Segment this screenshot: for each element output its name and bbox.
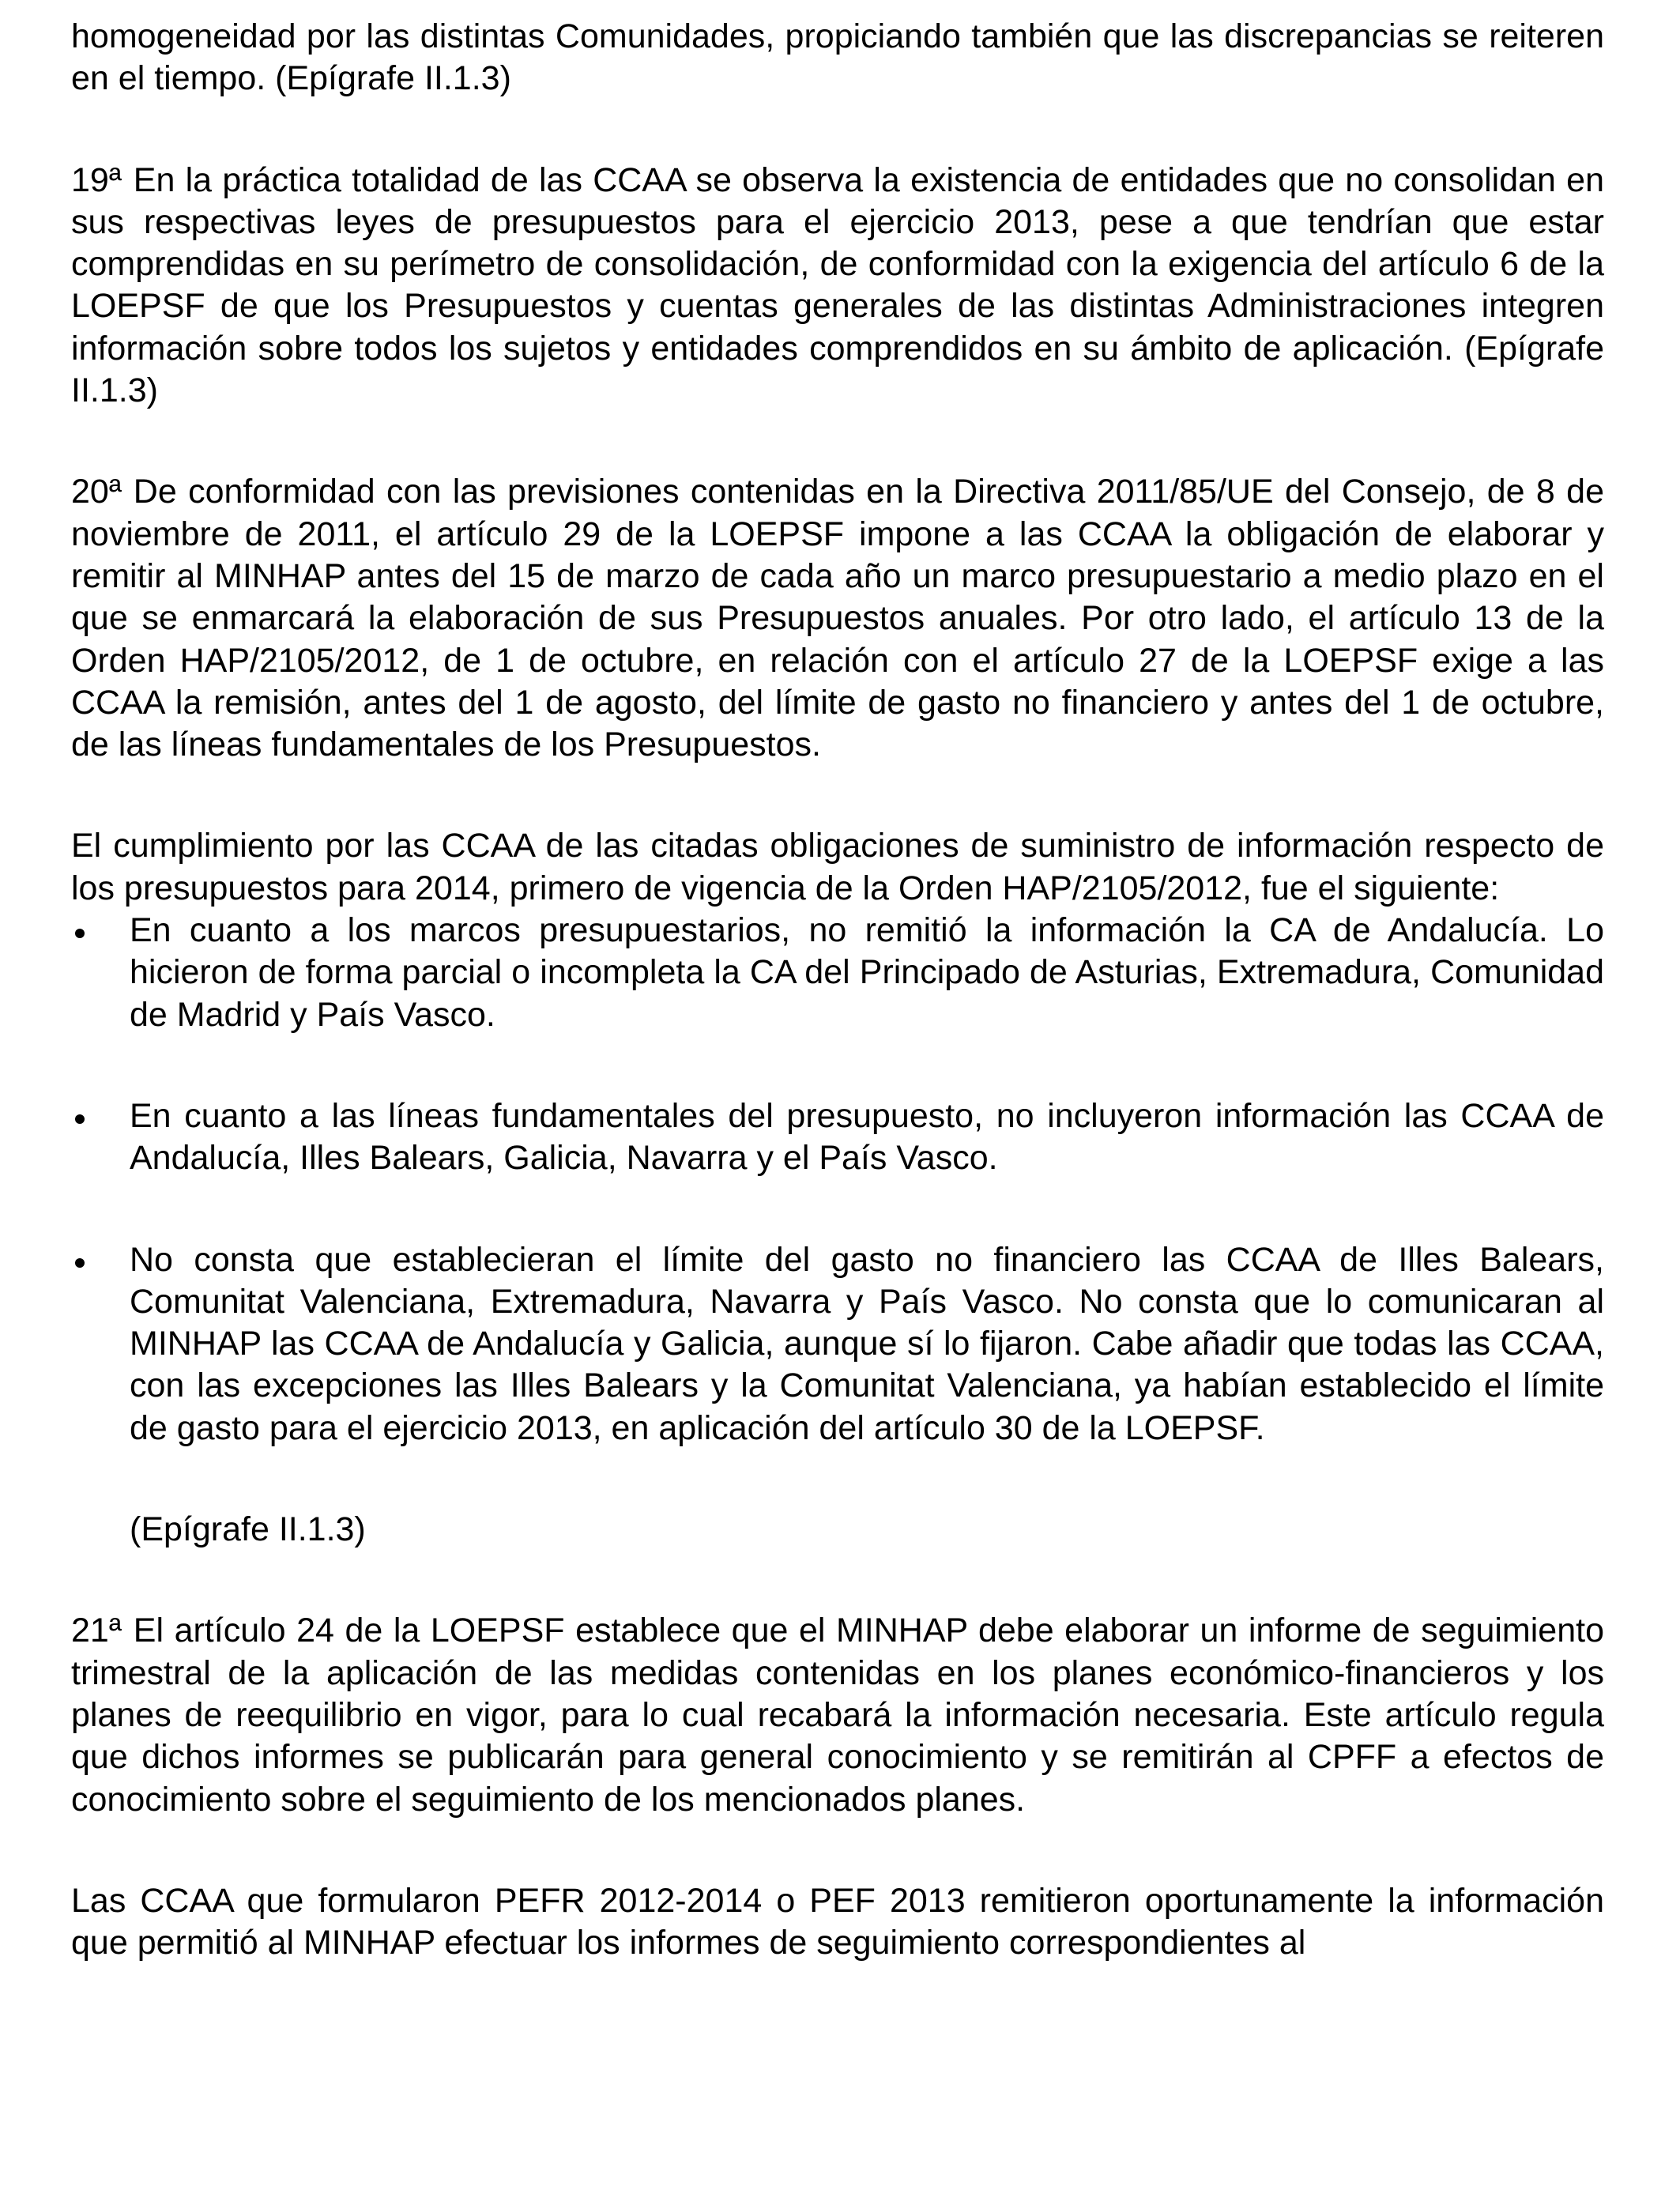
paragraph-continuation: homogeneidad por las distintas Comunidades, propiciando también que las discrepancias se reiteren en el tiempo. (Epígrafe II.1.3)	[71, 17, 1604, 98]
list-item	[71, 910, 1604, 1036]
conclusion-number: 20ª	[71, 473, 122, 511]
conclusion-number: 21ª	[71, 1612, 122, 1650]
paragraph-cumplimiento: El cumplimiento por las CCAA de las citadas obligaciones de suministro de información respecto de los presupuestos para 2014, primero de vigencia de la Orden HAP/2105/2012, fue el siguiente:	[71, 827, 1604, 907]
conclusion-21	[71, 1610, 1604, 1820]
conclusion-20	[71, 471, 1604, 766]
conclusion-number: 19ª	[71, 160, 122, 199]
conclusion-text: El artículo 24 de la LOEPSF establece que el MINHAP debe elaborar un informe de seguimiento trimestral de la aplicación de las medidas contenidas en los planes económico-financieros y los planes de reequilibrio en vigor, para lo cual recabará la información necesaria. Este artículo regula que dichos informes se publicarán para general conocimiento y se remitirán al CPFF a efectos de conocimiento sobre el seguimiento de los mencionados planes.	[71, 1612, 1604, 1819]
conclusion-19	[71, 160, 1604, 413]
list-item-text: En cuanto a los marcos presupuestarios, no remitió la información la CA de Andalucía. Lo hicieron de forma parcial o incompleta la CA del Principado de Asturias, Extremadura, Comunidad de Madrid y País Vasco.	[130, 911, 1604, 1034]
list-item-text: No consta que establecieran el límite del gasto no financiero las CCAA de Illes Balears, Comunitat Valenciana, Extremadura, Navarra y País Vasco. No consta que lo comunicaran al MINHAP las CCAA de Andalucía y Galicia, aunque sí lo fijaron. Cabe añadir que todas las CCAA, con las excepciones las Illes Balears y la Comunitat Valenciana, ya habían establecido el límite de gasto para el ejercicio 2013, en aplicación del artículo 30 de la LOEPSF.	[130, 1240, 1604, 1447]
bullet-icon	[75, 929, 85, 938]
conclusion-text: En la práctica totalidad de las CCAA se observa la existencia de entidades que no consolidan en sus respectivas leyes de presupuestos para el ejercicio 2013, pese a que tendrían que estar comprendidas en su perímetro de consolidación, de conformidad con la exigencia del artículo 6 de la LOEPSF de que los Presupuestos y cuentas generales de las distintas Administraciones integren información sobre todos los sujetos y entidades comprendidos en su ámbito de aplicación. (Epígrafe II.1.3)	[71, 160, 1604, 410]
bullet-icon	[75, 1258, 85, 1268]
epigrafe-reference: (Epígrafe II.1.3)	[130, 1510, 366, 1549]
list-item-text: En cuanto a las líneas fundamentales del presupuesto, no incluyeron información las CCAA de Andalucía, Illes Balears, Galicia, Navarra y el País Vasco.	[130, 1096, 1604, 1178]
bullet-list	[71, 910, 1604, 1449]
paragraph-final: Las CCAA que formularon PEFR 2012-2014 o PEF 2013 remitieron oportunamente la información que permitió al MINHAP efectuar los informes de seguimiento correspondientes al	[71, 1881, 1604, 1962]
conclusion-text: De conformidad con las previsiones contenidas en la Directiva 2011/85/UE del Consejo, de 8 de noviembre de 2011, el artículo 29 de la LOEPSF impone a las CCAA la obligación de elaborar y remitir al MINHAP antes del 15 de marzo de cada año un marco presupuestario a medio plazo en el que se enmarcará la elaboración de sus Presupuestos anuales. Por otro lado, el artículo 13 de la Orden HAP/2105/2012, de 1 de octubre, en relación con el artículo 27 de la LOEPSF exige a las CCAA la remisión, antes del 1 de agosto, del límite de gasto no financiero y antes del 1 de octubre, de las líneas fundamentales de los Presupuestos.	[71, 473, 1604, 764]
list-item	[71, 1239, 1604, 1449]
list-item	[71, 1095, 1604, 1180]
bullet-icon	[75, 1114, 85, 1124]
